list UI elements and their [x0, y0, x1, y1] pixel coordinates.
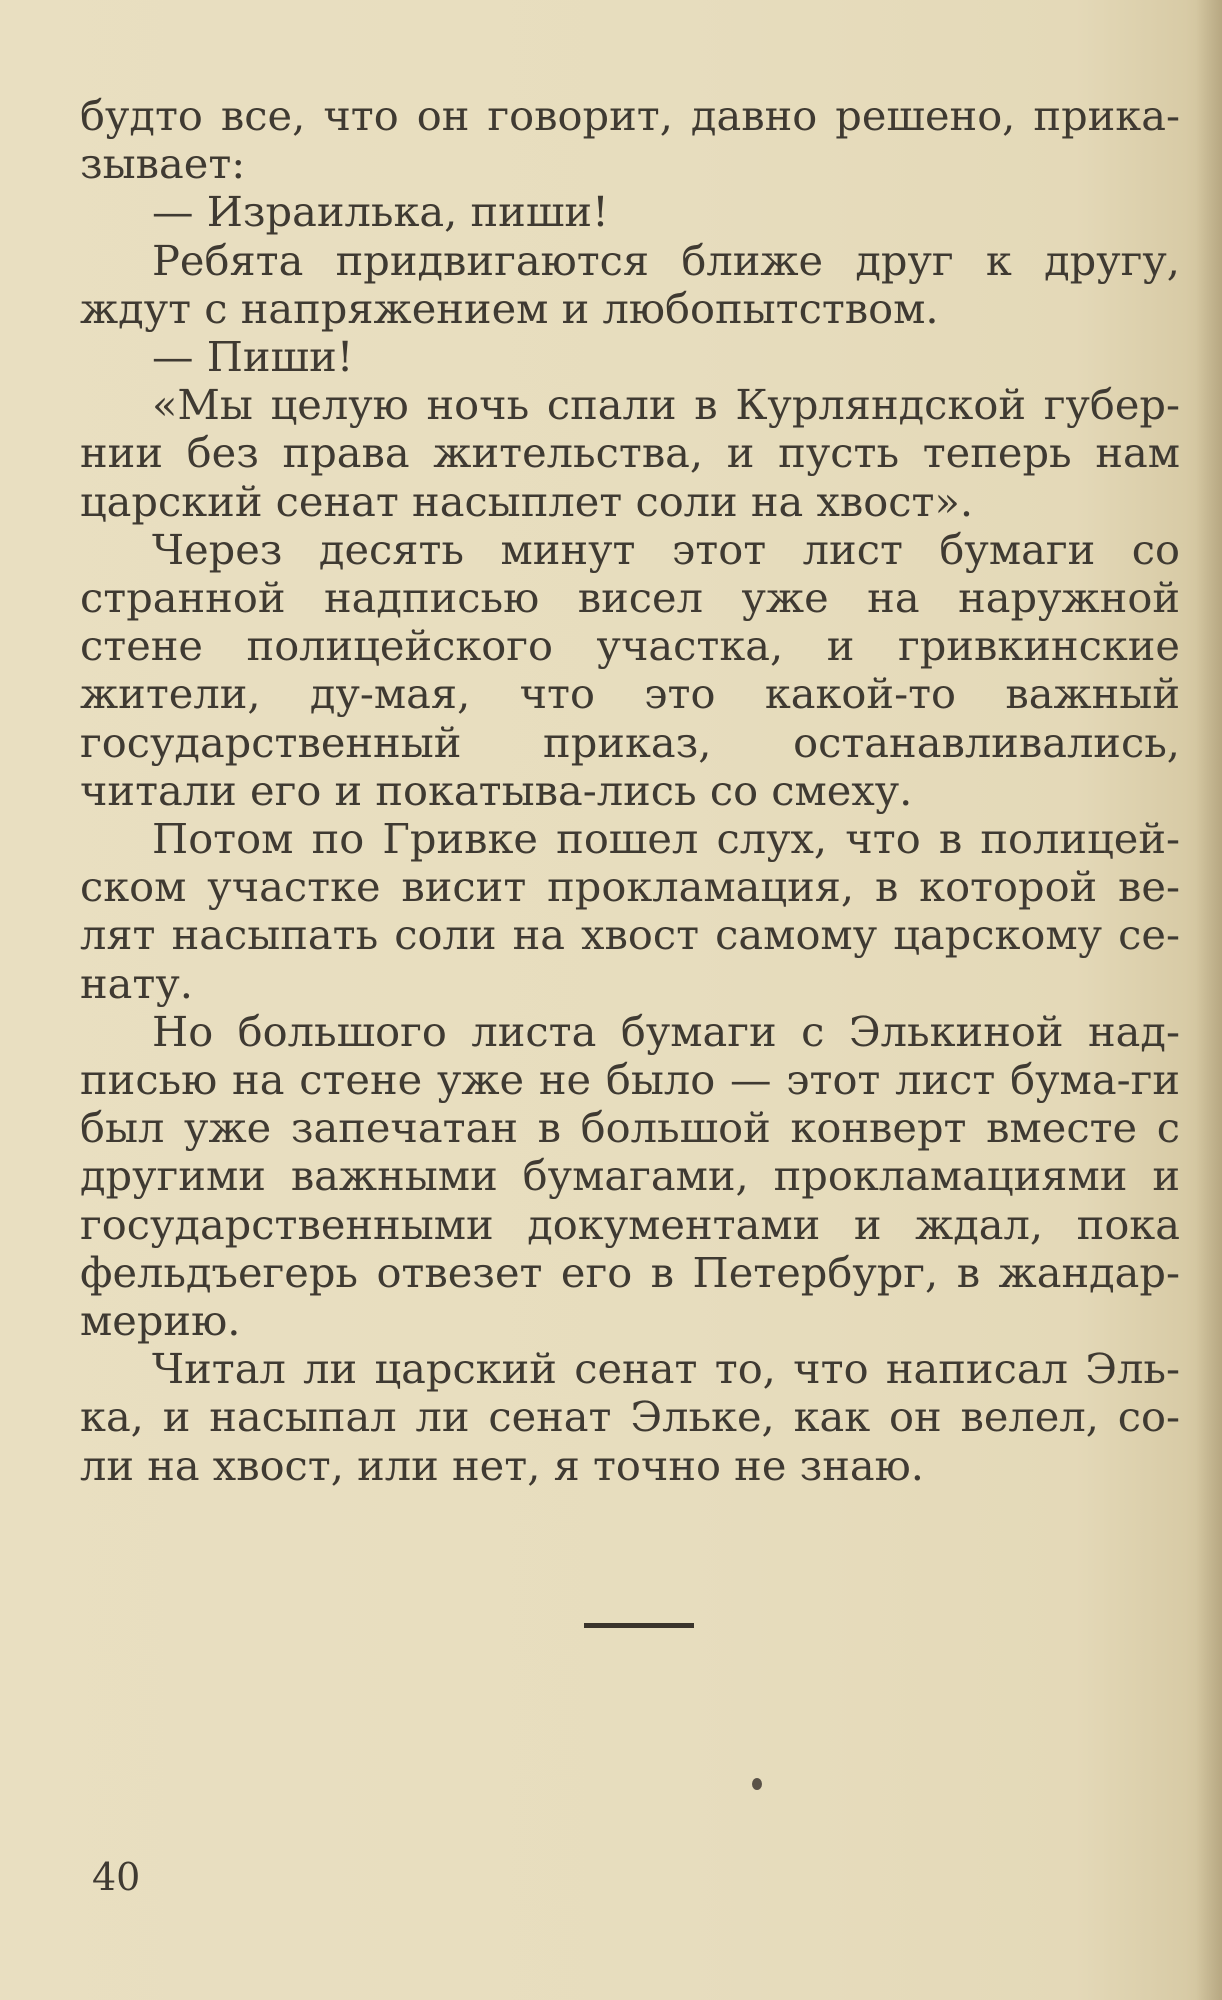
- page-edge-shadow: [1196, 0, 1222, 2000]
- page-number: 40: [92, 1855, 141, 1899]
- paragraph-6: Через десять минут этот лист бумаги со странной надписью висел уже на наружной стене полицейского участка, и гривкинские жители, ду-мая, что это какой-то важный государственный приказ, останавливались, читали его и покатыва-лись со смеху.: [80, 524, 1180, 815]
- paragraph-8: Но большого листа бумаги с Элькиной над-писью на стене уже не было — этот лист бума-ги был уже запечатан в большой конверт вместе с другими важными бумагами, прокламациями и государственными документами и ждал, пока фельдъегерь отвезет его в Петербург, в жандар-мерию.: [80, 1006, 1180, 1346]
- paragraph-5: «Мы целую ночь спали в Курляндской губер-нии без права жительства, и пусть теперь нам царский сенат насыплет соли на хвост».: [80, 380, 1180, 526]
- paragraph-2: — Израилька, пиши!: [152, 187, 609, 237]
- paragraph-1: будто все, что он говорит, давно решено, прика-зывает:: [80, 91, 1180, 189]
- paragraph-3: Ребята придвигаются ближе друг к другу, ждут с напряжением и любопытством.: [80, 235, 1180, 333]
- paragraph-9: Читал ли царский сенат то, что написал Эль-ка, и насыпал ли сенат Эльке, как он велел, со-ли на хвост, или нет, я точно не знаю.: [80, 1344, 1180, 1490]
- section-end-rule: [584, 1623, 694, 1628]
- body-text: [80, 92, 1180, 1490]
- ink-speck: [752, 1778, 762, 1790]
- paragraph-4: — Пиши!: [152, 332, 354, 382]
- paragraph-7: Потом по Гривке пошел слух, что в полицей-ском участке висит прокламация, в которой ве-лят насыпать соли на хвост самому царскому се-нату.: [80, 814, 1180, 1008]
